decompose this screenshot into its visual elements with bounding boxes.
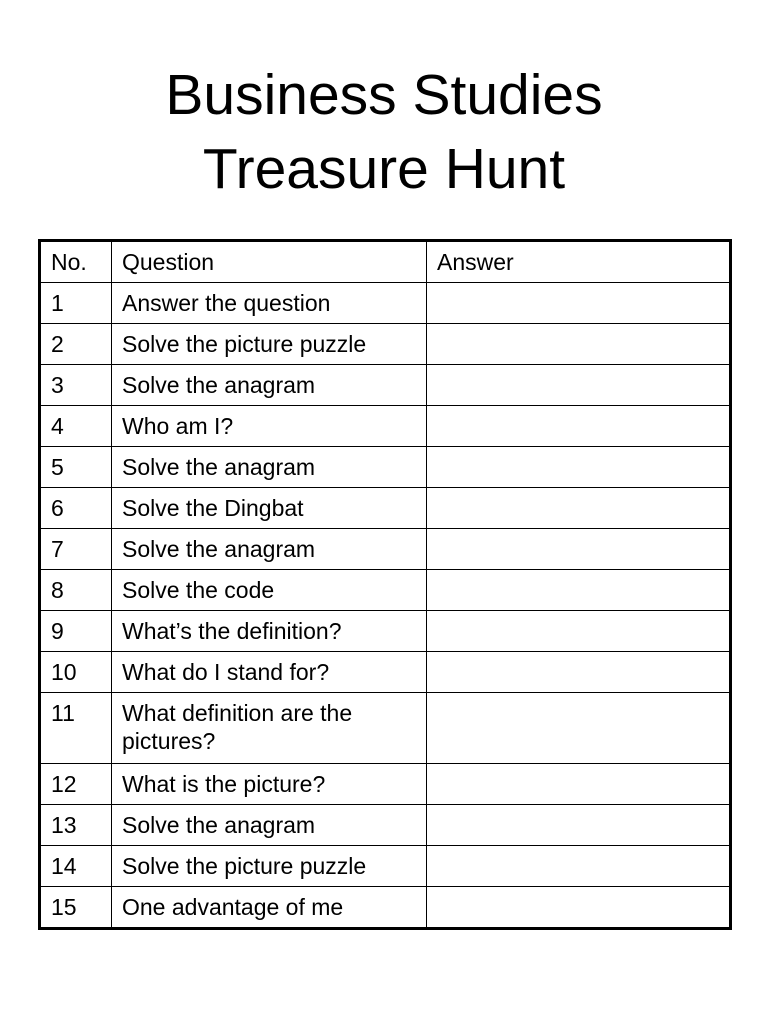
row-question: Solve the Dingbat	[112, 488, 427, 529]
row-number: 3	[40, 365, 112, 406]
row-question: Solve the picture puzzle	[112, 846, 427, 887]
row-number: 7	[40, 529, 112, 570]
row-answer-cell[interactable]	[427, 406, 731, 447]
page-title	[0, 58, 768, 206]
row-answer-cell[interactable]	[427, 324, 731, 365]
row-number: 12	[40, 764, 112, 805]
table-row	[40, 693, 731, 764]
row-number: 8	[40, 570, 112, 611]
row-number: 5	[40, 447, 112, 488]
header-no: No.	[40, 241, 112, 283]
row-question: Solve the picture puzzle	[112, 324, 427, 365]
row-question: Solve the code	[112, 570, 427, 611]
row-question: Answer the question	[112, 283, 427, 324]
treasure-hunt-table	[38, 239, 732, 930]
table-row	[40, 805, 731, 846]
row-number: 6	[40, 488, 112, 529]
row-number: 9	[40, 611, 112, 652]
table-row	[40, 887, 731, 929]
table-row	[40, 764, 731, 805]
row-answer-cell[interactable]	[427, 283, 731, 324]
table-row	[40, 324, 731, 365]
table-row	[40, 570, 731, 611]
table-row	[40, 611, 731, 652]
row-answer-cell[interactable]	[427, 611, 731, 652]
table-row	[40, 488, 731, 529]
row-answer-cell[interactable]	[427, 529, 731, 570]
row-answer-cell[interactable]	[427, 570, 731, 611]
row-answer-cell[interactable]	[427, 805, 731, 846]
table-row	[40, 529, 731, 570]
table-row	[40, 406, 731, 447]
table-row	[40, 846, 731, 887]
header-question: Question	[112, 241, 427, 283]
table-row	[40, 283, 731, 324]
row-answer-cell[interactable]	[427, 488, 731, 529]
title-line-2: Treasure Hunt	[202, 137, 566, 201]
row-number: 14	[40, 846, 112, 887]
row-question: Solve the anagram	[112, 805, 427, 846]
table-row	[40, 447, 731, 488]
row-question: Solve the anagram	[112, 365, 427, 406]
row-answer-cell[interactable]	[427, 365, 731, 406]
row-answer-cell[interactable]	[427, 887, 731, 929]
header-answer: Answer	[427, 241, 731, 283]
table-header-row	[40, 241, 731, 283]
row-question: What’s the definition?	[112, 611, 427, 652]
row-question: What is the picture?	[112, 764, 427, 805]
row-question: Solve the anagram	[112, 447, 427, 488]
table-row	[40, 652, 731, 693]
row-number: 1	[40, 283, 112, 324]
row-answer-cell[interactable]	[427, 447, 731, 488]
row-number: 4	[40, 406, 112, 447]
row-answer-cell[interactable]	[427, 846, 731, 887]
row-answer-cell[interactable]	[427, 764, 731, 805]
row-number: 10	[40, 652, 112, 693]
row-number: 11	[40, 693, 112, 764]
row-number: 2	[40, 324, 112, 365]
row-answer-cell[interactable]	[427, 652, 731, 693]
row-question: One advantage of me	[112, 887, 427, 929]
title-line-1: Business Studies	[165, 63, 603, 127]
row-question: Solve the anagram	[112, 529, 427, 570]
table-row	[40, 365, 731, 406]
row-number: 13	[40, 805, 112, 846]
row-question: What do I stand for?	[112, 652, 427, 693]
row-answer-cell[interactable]	[427, 693, 731, 764]
row-question: Who am I?	[112, 406, 427, 447]
row-question: What definition are the pictures?	[112, 693, 427, 764]
row-number: 15	[40, 887, 112, 929]
